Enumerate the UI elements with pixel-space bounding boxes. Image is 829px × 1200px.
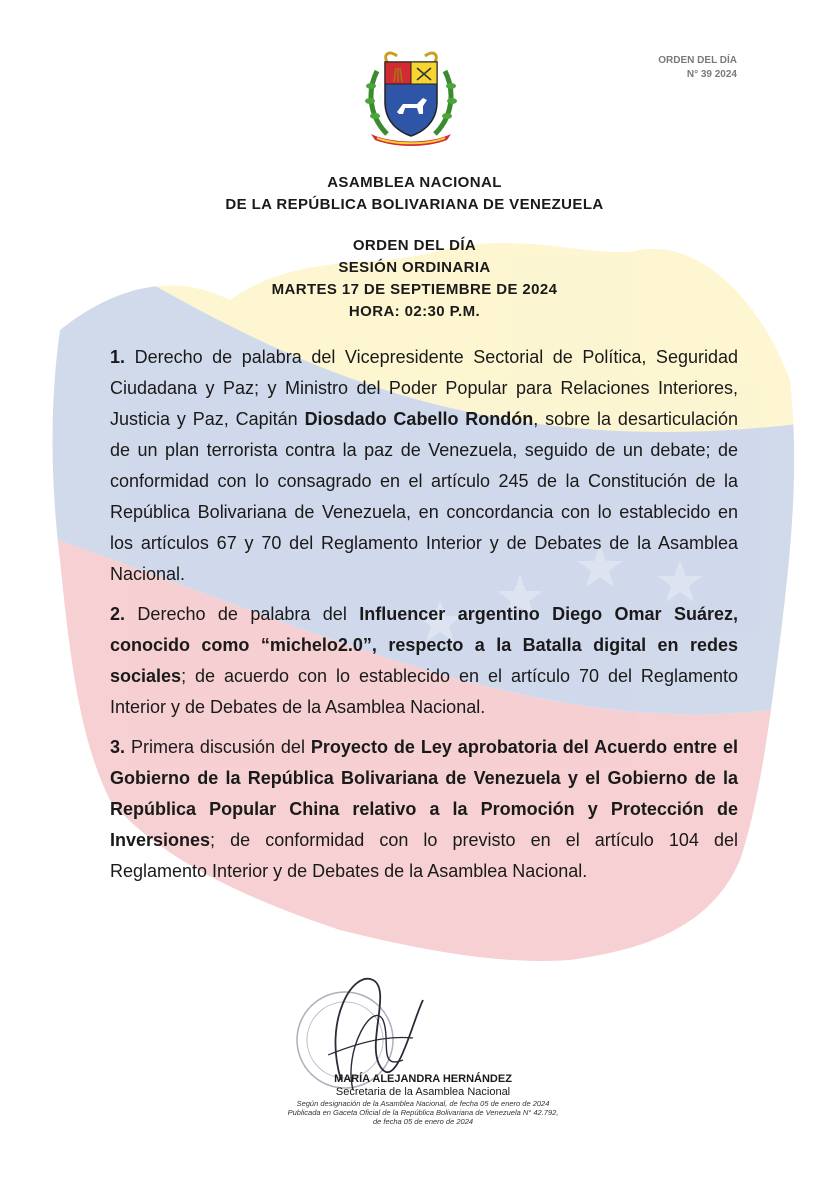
reference-title: ORDEN DEL DÍA xyxy=(658,55,737,66)
session-type: SESIÓN ORDINARIA xyxy=(338,259,491,276)
item-text: , sobre la desarticulación de un plan terrorista contra la paz de Venezuela, seguido de un debate; de conformidad con lo consagrado en el artículo 245 de la Constitución de la República Bolivariana de Venezuela, en concordancia con lo establecido en los artículos 67 y 70 del Reglamento Interior y de Debates de la Asamblea Nacional. xyxy=(110,409,739,584)
item-number: 3. xyxy=(110,737,126,757)
agenda-item xyxy=(110,342,738,590)
item-highlight: Influencer argentino Diego Omar Suárez, conocido como “michelo2.0”, respecto a la Batalla digital en redes sociales xyxy=(110,604,738,686)
coat-of-arms-icon xyxy=(357,46,465,148)
item-text: ; de acuerdo con lo establecido en el artículo 70 del Reglamento Interior y de Debates de la Asamblea Nacional. xyxy=(110,666,738,717)
session-header xyxy=(0,235,829,323)
agenda-item xyxy=(110,732,738,887)
session-time: HORA: 02:30 P.M. xyxy=(348,303,481,320)
item-text: Derecho de palabra del Vicepresidente Sectorial de Política, Seguridad Ciudadana y Paz; y Ministro del Poder Popular para Relaciones Interiores, Justicia y Paz, Capitán xyxy=(110,347,738,429)
agenda-item xyxy=(110,599,738,723)
item-number: 2. xyxy=(110,604,126,624)
signatory-title: Secretaria de la Asamblea Nacional xyxy=(335,1086,511,1098)
item-text: Primera discusión del xyxy=(125,737,311,757)
signatory-note: Según designación de la Asamblea Nacional, de fecha 05 de enero de 2024 xyxy=(296,1099,550,1108)
item-number: 1. xyxy=(110,347,126,367)
signatory-note: Publicada en Gaceta Oficial de la República Bolivariana de Venezuela N° 42.792, xyxy=(287,1108,559,1117)
organisation-name: ASAMBLEA NACIONAL xyxy=(327,174,502,191)
item-text: ; de conformidad con lo previsto en el artículo 104 del Reglamento Interior y de Debates de la Asamblea Nacional. xyxy=(110,830,738,881)
organisation-country: DE LA REPÚBLICA BOLIVARIANA DE VENEZUELA xyxy=(225,196,604,213)
signature-block xyxy=(258,1073,588,1126)
item-highlight: Proyecto de Ley aprobatoria del Acuerdo entre el Gobierno de la República Bolivariana de Venezuela y el Gobierno de la República Popular China relativo a la Promoción y Protección de Inversiones xyxy=(110,737,739,850)
reference-number: N° 39 2024 xyxy=(686,69,737,80)
session-date: MARTES 17 DE SEPTIEMBRE DE 2024 xyxy=(271,281,558,298)
document-reference xyxy=(658,54,737,82)
signatory-note: de fecha 05 de enero de 2024 xyxy=(372,1117,474,1126)
signatory-name: MARÍA ALEJANDRA HERNÁNDEZ xyxy=(334,1073,512,1085)
agenda-items xyxy=(110,342,738,896)
item-text: Derecho de palabra del xyxy=(125,604,360,624)
organisation-header xyxy=(0,172,829,216)
document-title: ORDEN DEL DÍA xyxy=(352,237,477,254)
item-highlight: Diosdado Cabello Rondón xyxy=(304,409,534,429)
